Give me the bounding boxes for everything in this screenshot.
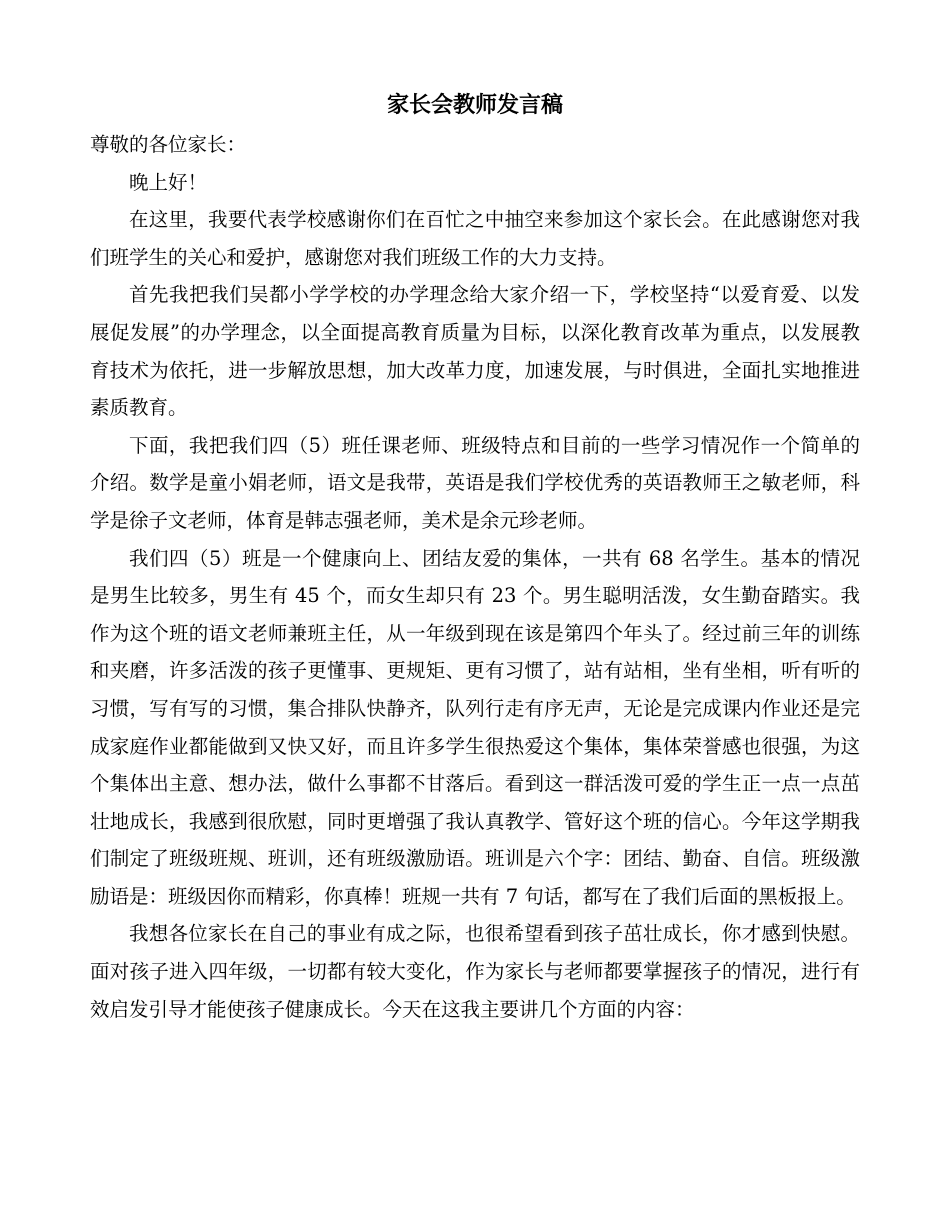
salutation: 尊敬的各位家长：	[90, 133, 247, 156]
document-body	[90, 126, 860, 1028]
paragraph-school-philosophy: 首先我把我们吴都小学学校的办学理念给大家介绍一下，学校坚持“以爱育爱、以发展促发展”的办学理念，以全面提高教育质量为目标，以深化教育改革为重点，以发展教育技术为依托，进一步解放思想，加大改革力度，加速发展，与时俱进，全面扎实地推进素质教育。	[90, 283, 860, 420]
greeting: 晚上好！	[129, 170, 208, 194]
paragraph-teachers-intro: 下面，我把我们四（5）班任课老师、班级特点和目前的一些学习情况作一个简单的介绍。数学是童小娟老师，语文是我带，英语是我们学校优秀的英语教师王之敏老师，科学是徐子文老师，体育是韩志强老师，美术是余元珍老师。	[90, 433, 860, 532]
document-title: 家长会教师发言稿	[386, 92, 563, 118]
paragraph-thanks: 在这里，我要代表学校感谢你们在百忙之中抽空来参加这个家长会。在此感谢您对我们班学生的关心和爱护，感谢您对我们班级工作的大力支持。	[90, 208, 860, 269]
paragraph-parents-expectations: 我想各位家长在自己的事业有成之际，也很希望看到孩子茁壮成长，你才感到快慰。面对孩子进入四年级，一切都有较大变化，作为家长与老师都要掌握孩子的情况，进行有效启发引导才能使孩子健康成长。今天在这我主要讲几个方面的内容：	[90, 922, 860, 1021]
paragraph-class-overview: 我们四（5）班是一个健康向上、团结友爱的集体，一共有 68 名学生。基本的情况是男生比较多，男生有 45 个，而女生却只有 23 个。男生聪明活泼，女生勤奋踏实。我作为这个班的语文老师兼班主任，从一年级到现在该是第四个年头了。经过前三年的训练和夹磨，许多活泼的孩子更懂事、更规矩、更有习惯了，站有站相，坐有坐相，听有听的习惯，写有写的习惯，集合排队快静齐，队列行走有序无声，无论是完成课内作业还是完成家庭作业都能做到又快又好，而且许多学生很热爱这个集体，集体荣誉感也很强，为这个集体出主意、想办法，做什么事都不甘落后。看到这一群活泼可爱的学生正一点一点茁壮地成长，我感到很欣慰，同时更增强了我认真教学、管好这个班的信心。今年这学期我们制定了班级班规、班训，还有班级激励语。班训是六个字：团结、勤奋、自信。班级激励语是：班级因你而精彩，你真棒！班规一共有 7 句话，都写在了我们后面的黑板报上。	[90, 546, 860, 908]
